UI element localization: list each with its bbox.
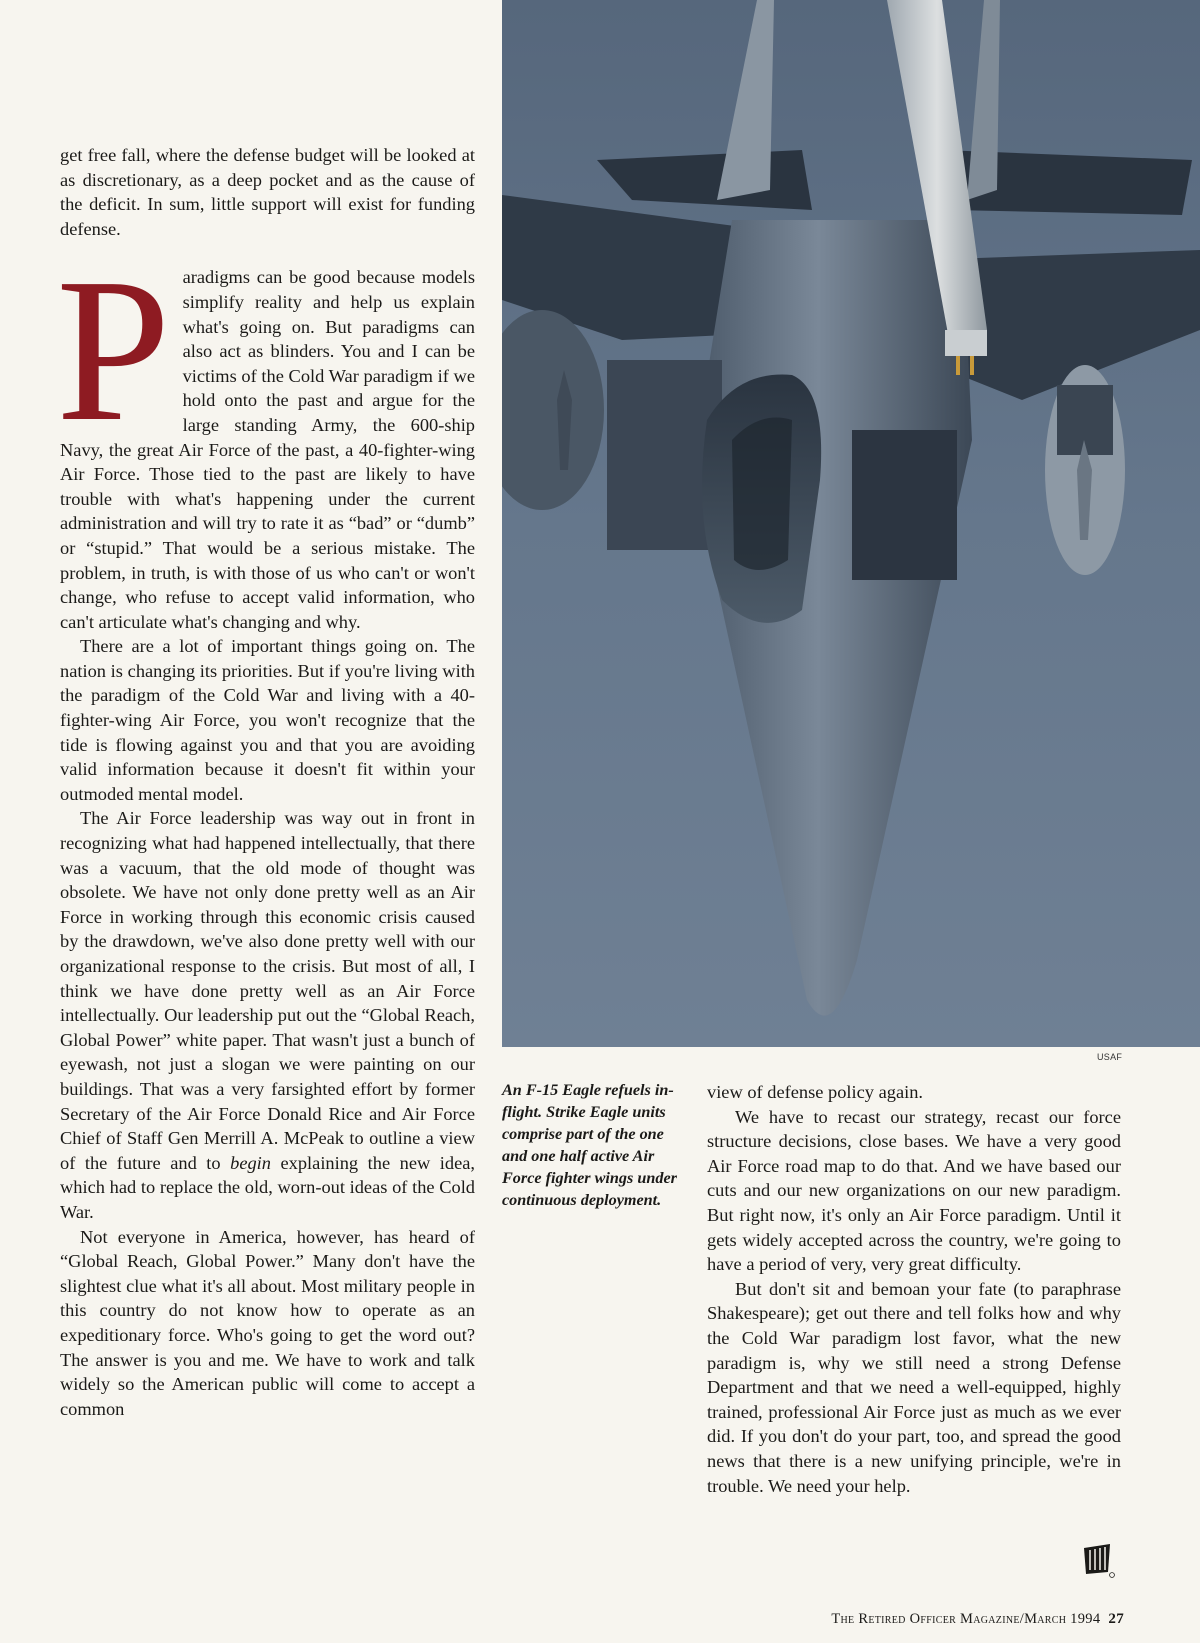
page-number: 27 (1108, 1611, 1124, 1627)
paragraph: There are a lot of important things going on. The nation is changing its priorities. But if you're living with the paradigm of the Cold War and living with a 40-fighter-wing Air Force, you won't recognize that the tide is flowing against you and that you are avoiding valid information because it doesn't fit within your outmoded mental model. (60, 636, 475, 804)
photo-credit: USAF (1097, 1052, 1123, 1062)
paragraph: We have to recast our strategy, recast our force structure decisions, close bases. We have a very good Air Force road map to do that. And we have based our cuts and our new organizations on our new paradigm. But right now, it's only an Air Force paradigm. Until it gets widely accepted across the country, we're going to have a period of very, very great difficulty. (707, 1106, 1121, 1275)
paragraph-text: The Air Force leadership was way out in front in recognizing what had happened intellectually, that there was a vacuum, that the old mode of thought was obsolete. We have not only done pretty well as an Air Force in working through this economic crisis caused by the drawdown, we've also done pretty well with our organizational response to the crisis. But most of all, I think we have done pretty well as an Air Force intellectually. Our leadership put out the “Global Reach, Global Power” white paper. That wasn't just a bunch of eyewash, not just a slogan we were painting on our buildings. That was a very farsighted effort by former Secretary of the Air Force Donald Rice and Air Force Chief of Staff Gen Merrill A. McPeak to outline a view of the future and to (60, 808, 475, 1173)
f15-refueling-photo (502, 0, 1200, 1047)
paragraph-with-drop-cap (56, 235, 475, 634)
article-left-column (56, 143, 475, 1421)
article-right-column (707, 1080, 1121, 1498)
paragraph-text: explaining the new idea, which had to replace the old, worn-out ideas of the Cold War. (60, 1152, 475, 1222)
emphasis-text: begin (230, 1152, 271, 1173)
paragraph (60, 806, 475, 1224)
drop-cap: P (56, 235, 171, 465)
paragraph-text: aradigms can be good because models simplify reality and help us explain what's going on. But paradigms can also act as blinders. You and I can be victims of the Cold War paradigm if we hold onto the past and argue for the large standing Army, the 600-ship Navy, the great Air Force of the past, a 40-fighter-wing Air Force. Those tied to the past are likely to have trouble with what's happening under the current administration and will try to rate it as “bad” or “dumb” or “stupid.” That would be a serious mistake. The problem, in truth, is with those of us who can't or won't change, who refuse to accept valid information, who can't articulate what's changing and why. (60, 267, 475, 632)
paragraph: view of defense policy again. (707, 1082, 924, 1102)
magazine-title: The Retired Officer Magazine/March 1994 (831, 1611, 1101, 1627)
paragraph: Not everyone in America, however, has heard of “Global Reach, Global Power.” Many don't have the slightest clue what it's all about. Most military people in this country do not know how to operate as an expeditionary force. Who's going to get the word out? The answer is you and me. We have to work and talk widely so the American public will come to accept a common (60, 1226, 475, 1419)
aircraft-illustration (502, 0, 1200, 1047)
photo-caption: An F-15 Eagle refuels in-flight. Strike Eagle units comprise part of the one and one half active Air Force fighter wings under continuous deployment. (502, 1081, 677, 1209)
moaa-logo-icon (1080, 1544, 1116, 1578)
paragraph: get free fall, where the defense budget will be looked at as discretionary, as a deep pocket and as the cause of the deficit. In sum, little support will exist for funding defense. (60, 145, 475, 239)
paragraph: But don't sit and bemoan your fate (to paraphrase Shakespeare); get out there and tell folks how and why the Cold War paradigm lost favor, what the new paradigm is, why we still need a strong Defense Department and that we need a well-equipped, highly trained, professional Air Force just as much as we ever did. If you don't do your part, too, and spread the good news that there is a new unifying principle, we're in trouble. We need your help. (707, 1278, 1121, 1496)
page-footer (831, 1611, 1124, 1628)
